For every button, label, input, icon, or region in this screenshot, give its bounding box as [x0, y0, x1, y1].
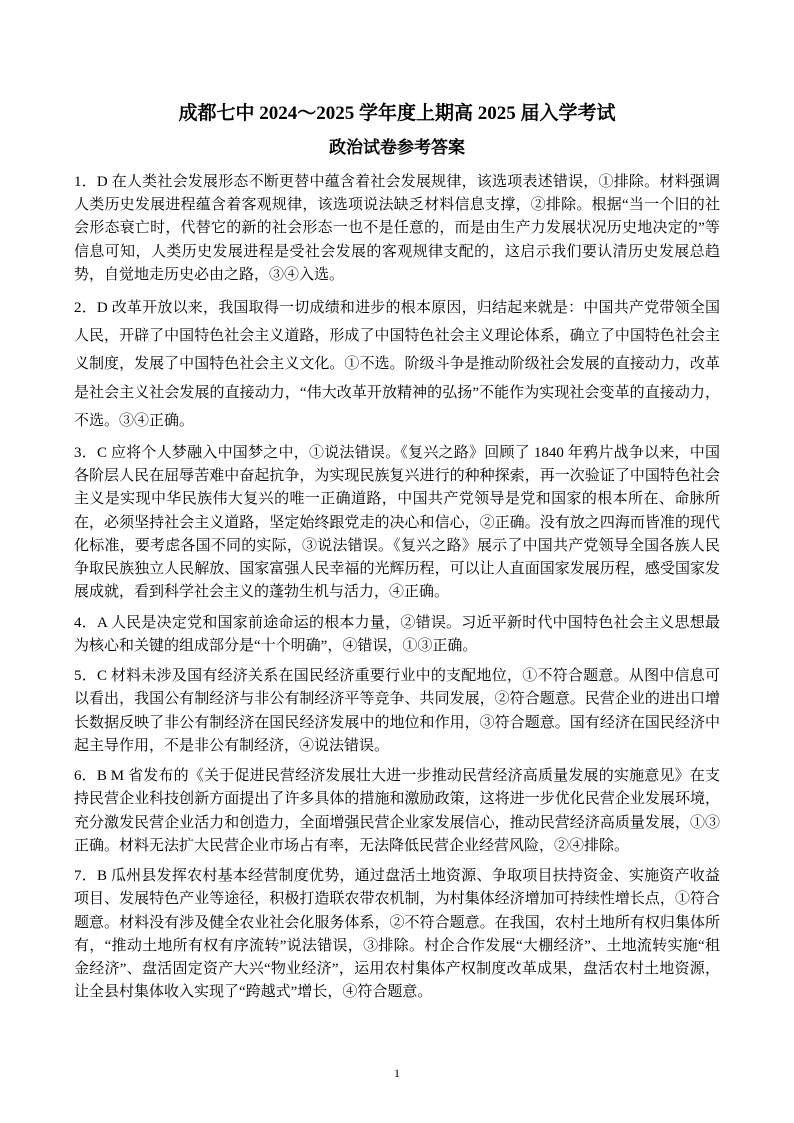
page-title: 成都七中 2024～2025 学年度上期高 2025 届入学考试 — [178, 103, 616, 124]
answer-item-2: 2．D 改革开放以来，我国取得一切成绩和进步的根本原因，归结起来就是：中国共产党带领全国人民，开辟了中国特色社会主义道路，形成了中国特色社会主义理论体系，确立了中国特色社会主义制度，发展了中国特色社会主义文化。①不选。阶级斗争是推动阶级社会发展的直接动力，改革是社会主义社会发展的直接动力，“伟大改革开放精神的弘扬”不能作为实现社会变革的直接动力，不选。③④正确。 — [74, 300, 720, 429]
page-number: 1 — [394, 1066, 400, 1080]
answer-item-6: 6．B M 省发布的《关于促进民营经济发展壮大进一步推动民营经济高质量发展的实施意见》在支持民营企业科技创新方面提出了许多具体的措施和激励政策，这将进一步优化民营企业发展环境，充分激发民营企业活力和创造力，全面增强民营企业家发展信心，推动民营经济高质量发展，①③正确。材料无法扩大民营企业市场占有率，无法降低民营企业经营风险，②④排除。 — [74, 768, 720, 854]
answer-item-1: 1．D 在人类社会发展形态不断更替中蕴含着社会发展规律，该选项表述错误，①排除。材料强调人类历史发展进程蕴含着客观规律，该选项说法缺乏材料信息支撑，②排除。根据“当一个旧的社会形态衰亡时，代替它的新的社会形态一也不是任意的，而是由生产力发展状况历史地决定的”等信息可知，人类历史发展进程是受社会发展的客观规律支配的，这启示我们要认清历史发展总趋势，自觉地走历史必由之路，③④入选。 — [74, 173, 720, 283]
answer-item-7: 7．B 瓜州县发挥农村基本经营制度优势，通过盘活土地资源、争取项目扶持资金、实施资产收益项目、发展特色产业等途径，积极打造联农带农机制，为村集体经济增加可持续性增长点，①符合题意。材料没有涉及健全农业社会化服务体系，②不符合题意。在我国，农村土地所有权归集体所有，“推动土地所有权有序流转”说法错误，③排除。村企合作发展“大棚经济”、土地流转实施“租金经济”、盘活固定资产大兴“物业经济”，运用农村集体产权制度改革成果，盘活农村土地资源，让全县村集体收入实现了“跨越式”增长，④符合题意。 — [74, 868, 720, 1001]
page-subtitle: 政治试卷参考答案 — [329, 137, 465, 157]
answer-item-4: 4．A 人民是决定党和国家前途命运的根本力量，②错误。习近平新时代中国特色社会主义思想最为核心和关键的组成部分是“十个明确”，④错误，①③正确。 — [74, 614, 720, 654]
answer-item-5: 5．C 材料未涉及国有经济关系在国民经济重要行业中的支配地位，①不符合题意。从图中信息可以看出，我国公有制经济与非公有制经济平等竞争、共同发展，②符合题意。民营企业的进出口增长数据反映了非公有制经济在国民经济发展中的地位和作用，③符合题意。国有经济在国民经济中起主导作用，不是非公有制经济，④说法错误。 — [74, 668, 720, 754]
answer-item-3: 3．C 应将个人梦融入中国梦之中，①说法错误。《复兴之路》回顾了 1840 年鸦片战争以来，中国各阶层人民在屈辱苦难中奋起抗争，为实现民族复兴进行的种种探索，再一次验证了中国特色社会主义是实现中华民族伟大复兴的唯一正确道路，中国共产党领导是党和国家的根本所在、命脉所在，必须坚持社会主义道路，坚定始终跟党走的决心和信心，②正确。没有放之四海而皆准的现代化标准，要考虑各国不同的实际，③说法错误。《复兴之路》展示了中国共产党领导全国各族人民争取民族独立人民解放、国家富强人民幸福的光辉历程，可以让人直面国家发展历程，感受国家发展成就，看到科学社会主义的蓬勃生机与活力，④正确。 — [74, 444, 720, 601]
